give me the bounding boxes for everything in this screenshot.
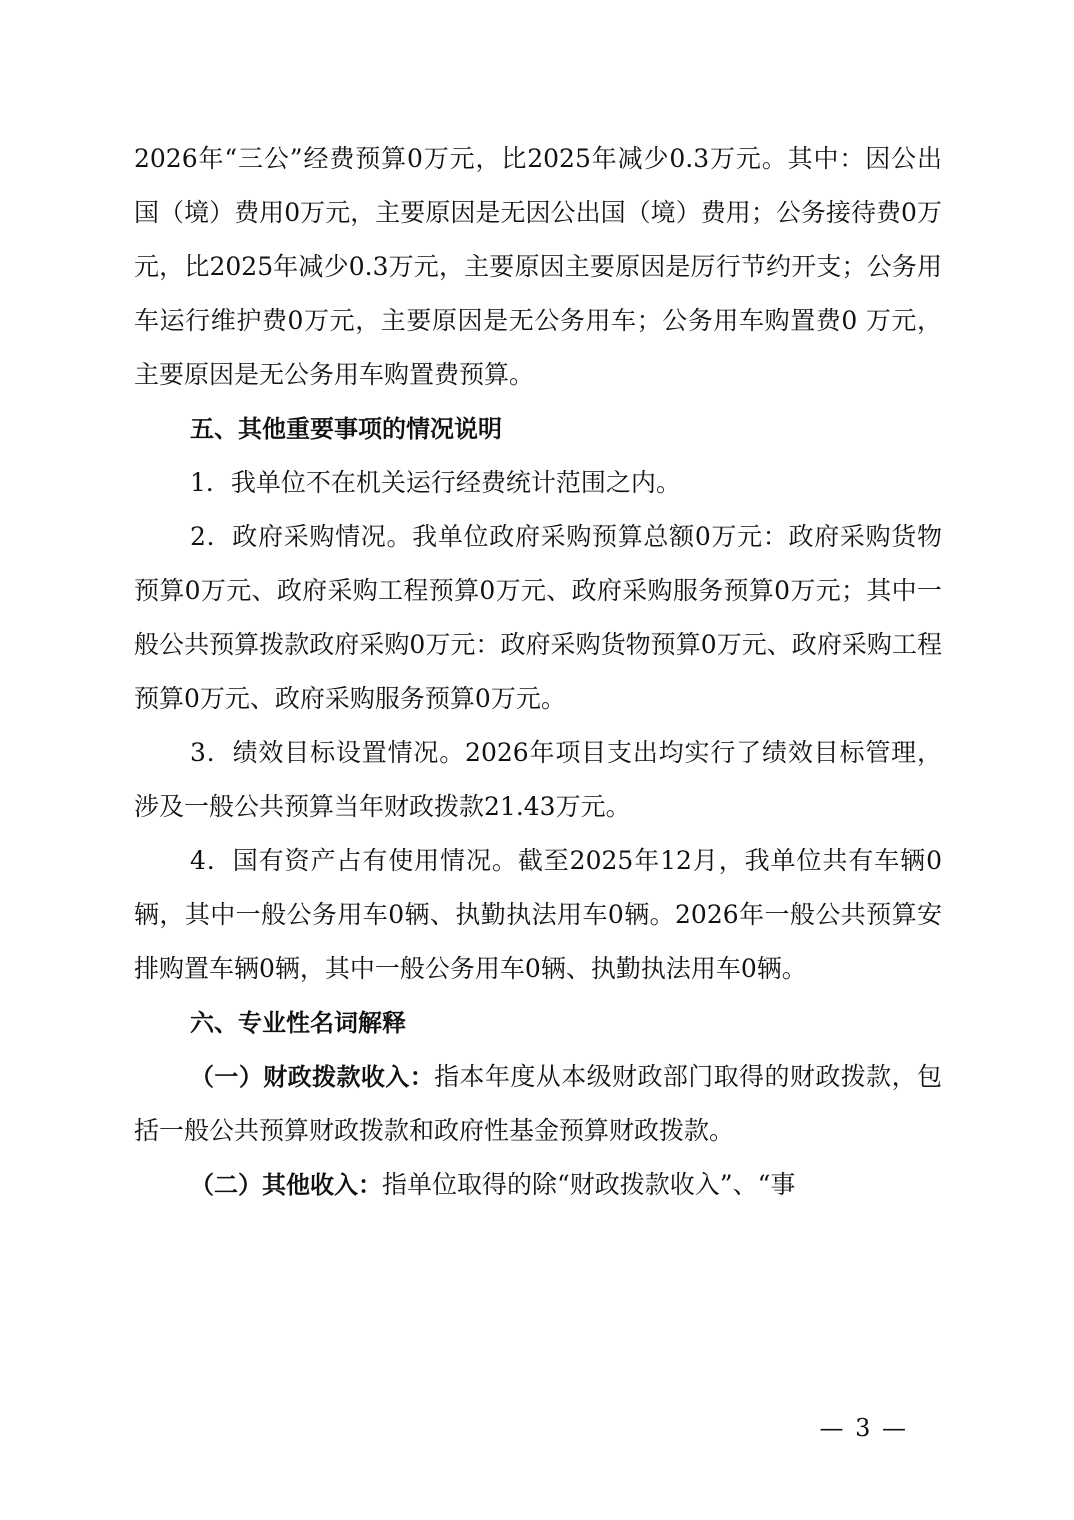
page-number: — 3 — <box>819 1414 908 1442</box>
section-5-item-2: 2．政府采购情况。我单位政府采购预算总额0万元：政府采购货物预算0万元、政府采购工程预算0万元、政府采购服务预算0万元；其中一般公共预算拨款政府采购0万元：政府采购货物预算0万元、政府采购工程预算0万元、政府采购服务预算0万元。 <box>134 522 942 713</box>
sangong-budget-paragraph: 2026年“三公”经费预算0万元，比2025年减少0.3万元。其中：因公出国（境）费用0万元，主要原因是无因公出国（境）费用；公务接待费0万元，比2025年减少0.3万元，主要原因主要原因是厉行节约开支；公务用车运行维护费0万元，主要原因是无公务用车；公务用车购置费0 万元，主要原因是无公务用车购置费预算。 <box>134 144 942 389</box>
term-definition-2 <box>134 1158 942 1212</box>
term-label-1: （一）财政拨款收入： <box>190 1063 435 1091</box>
section-6-heading: 六、专业性名词解释 <box>190 1009 406 1037</box>
section-5-item-3: 3．绩效目标设置情况。2026年项目支出均实行了绩效目标管理，涉及一般公共预算当年财政拨款21.43万元。 <box>134 738 942 821</box>
section-5-item-1: 1．我单位不在机关运行经费统计范围之内。 <box>190 468 681 497</box>
section-5-heading: 五、其他重要事项的情况说明 <box>190 415 502 443</box>
term-label-2: （二）其他收入： <box>190 1171 382 1199</box>
term-definition-1 <box>134 1050 942 1158</box>
term-text-2: 指单位取得的除“财政拨款收入”、“事 <box>382 1170 796 1199</box>
document-body <box>134 132 942 1212</box>
section-5-item-4: 4．国有资产占有使用情况。截至2025年12月，我单位共有车辆0辆，其中一般公务用车0辆、执勤执法用车0辆。2026年一般公共预算安排购置车辆0辆，其中一般公务用车0辆、执勤执法用车0辆。 <box>134 846 942 983</box>
term-text-1: 指本年度从本级财政部门取得的财政拨款，包括一般公共预算财政拨款和政府性基金预算财政拨款。 <box>134 1062 942 1145</box>
